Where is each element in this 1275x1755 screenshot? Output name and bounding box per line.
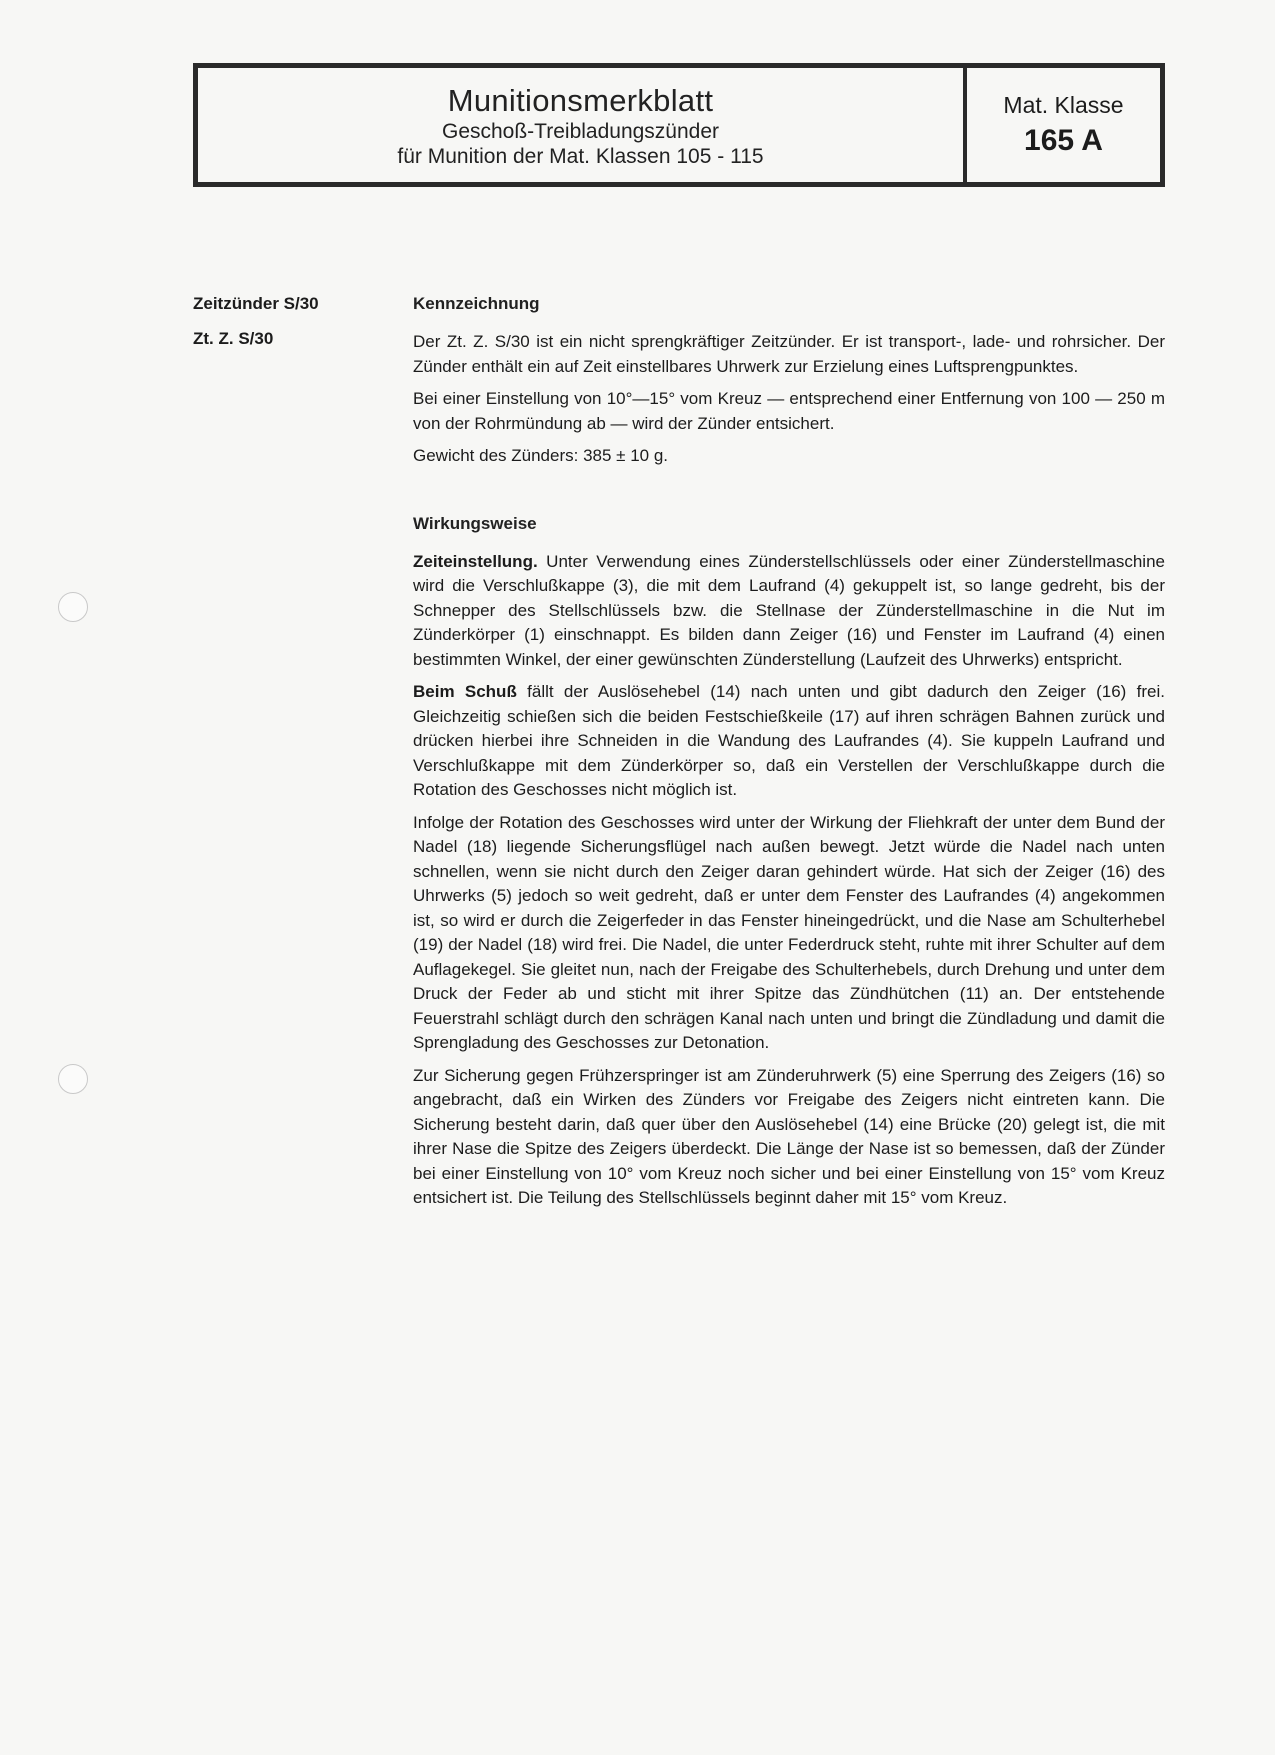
section-heading-kennzeichnung: Kennzeichnung (413, 294, 540, 313)
document-subtitle-1: Geschoß-Treibladungszünder (441, 120, 720, 143)
document-subtitle-2: für Munition der Mat. Klassen 105 - 115 (397, 145, 764, 168)
header-main (198, 68, 967, 182)
paragraph: Zur Sicherung gegen Frühzerspringer ist am Zünderuhrwerk (5) eine Sperrung des Zeigers (16) so angebracht, daß ein Wirken des Zünders vor Freigabe des Zeigers nicht eintreten kann. Die Sicherung besteht darin, daß quer über den Auslösehebel (14) eine Brücke (20) gelegt ist, die mit ihrer Nase die Spitze des Zeigers überdeckt. Die Länge der Nase ist so bemessen, daß der Zünder bei einer Einstellung von 10° vom Kreuz noch sicher und bei einer Einstellung von 15° vom Kreuz entsichert ist. Die Teilung des Stellschlüssels beginnt daher mit 15° vom Kreuz. (413, 1065, 1165, 1207)
paragraph (413, 550, 1165, 673)
paragraph: Bei einer Einstellung von 10°—15° vom Kreuz — entsprechend einer Entfernung von 100 — 250 m von der Rohrmündung ab — wird der Zünder entsichert. (413, 389, 1165, 433)
paragraph-lead: Beim Schuß (413, 682, 517, 701)
material-class-label: Mat. Klasse (1003, 92, 1124, 118)
material-class-box (967, 68, 1160, 182)
main-text (413, 293, 1165, 1219)
document-title: Munitionsmerkblatt (447, 83, 714, 118)
paragraph (413, 680, 1165, 803)
paragraph: Der Zt. Z. S/30 ist ein nicht sprengkräftiger Zeitzünder. Er ist transport-, lade- und rohrsicher. Der Zünder enthält ein auf Zeit einstellbares Uhrwerk zur Erzielung eines Luftsprengpunktes. (413, 332, 1165, 376)
paragraph: Gewicht des Zünders: 385 ± 10 g. (413, 446, 669, 465)
section-heading-wirkungsweise: Wirkungsweise (413, 513, 537, 533)
fuze-name: Zeitzünder S/30 (193, 294, 319, 313)
material-class-value: 165 A (1024, 124, 1103, 157)
header-box (193, 63, 1165, 187)
margin-labels (193, 293, 393, 363)
paragraph-text: Unter Verwendung eines Zünderstellschlüssels oder einer Zünderstellmaschine wird die Verschlußkappe (3), die mit dem Laufrand (4) gekuppelt ist, so lange gedreht, bis der Schnepper des Stellschlüssels bzw. die Stellnase der Zünderstellmaschine in die Nut im Zünderkörper (1) einschnappt. Es bilden dann Zeiger (16) und Fenster im Laufrand (4) einen bestimmten Winkel, der einer gewünschten Zünderstellung (Laufzeit des Uhrwerks) entspricht. (413, 551, 1165, 669)
fuze-abbreviation: Zt. Z. S/30 (193, 329, 274, 348)
paragraph-text: fällt der Auslösehebel (14) nach unten und gibt dadurch den Zeiger (16) frei. Gleichzeitig schießen sich die beiden Festschießkeile (17) auf ihren schrägen Bahnen zurück und drücken hierbei ihre Schneiden in die Wandung des Laufrandes (4). Sie kuppeln Laufrand und Verschlußkappe mit dem Zünderkörper so, daß ein Verstellen der Verschlußkappe durch die Rotation des Geschosses nicht möglich ist. (413, 682, 1165, 799)
paragraph-lead: Zeiteinstellung. (413, 551, 538, 571)
section-spacer (413, 477, 1165, 513)
paragraph: Infolge der Rotation des Geschosses wird unter der Wirkung der Fliehkraft der unter dem Bund der Nadel (18) liegende Sicherungsflügel nach außen bewegt. Jetzt würde die Nadel nach unten schnellen, wenn sie nicht durch den Zeiger daran gehindert würde. Hat sich der Zeiger (16) des Uhrwerks (5) jedoch so weit gedreht, daß er unter dem Fenster des Laufrandes (4) angekommen ist, so wird er durch die Zeigerfeder in das Fenster hineingedrückt, und die Nase am Schulterhebel (19) der Nadel (18) wird frei. Die Nadel, die unter Federdruck steht, ruhte mit ihrer Schulter auf dem Auflagekegel. Sie gleitet nun, nach der Freigabe des Schulterhebels, durch Drehung und unter dem Druck der Feder ab und sticht mit ihrer Spitze das Zündhütchen (11) an. Der entstehende Feuerstrahl schlägt durch den schrägen Kanal nach unten und bringt die Zündladung und damit die Sprengladung des Geschosses zur Detonation. (413, 812, 1165, 1052)
punch-hole-top (58, 592, 88, 622)
punch-hole-bottom (58, 1064, 88, 1094)
